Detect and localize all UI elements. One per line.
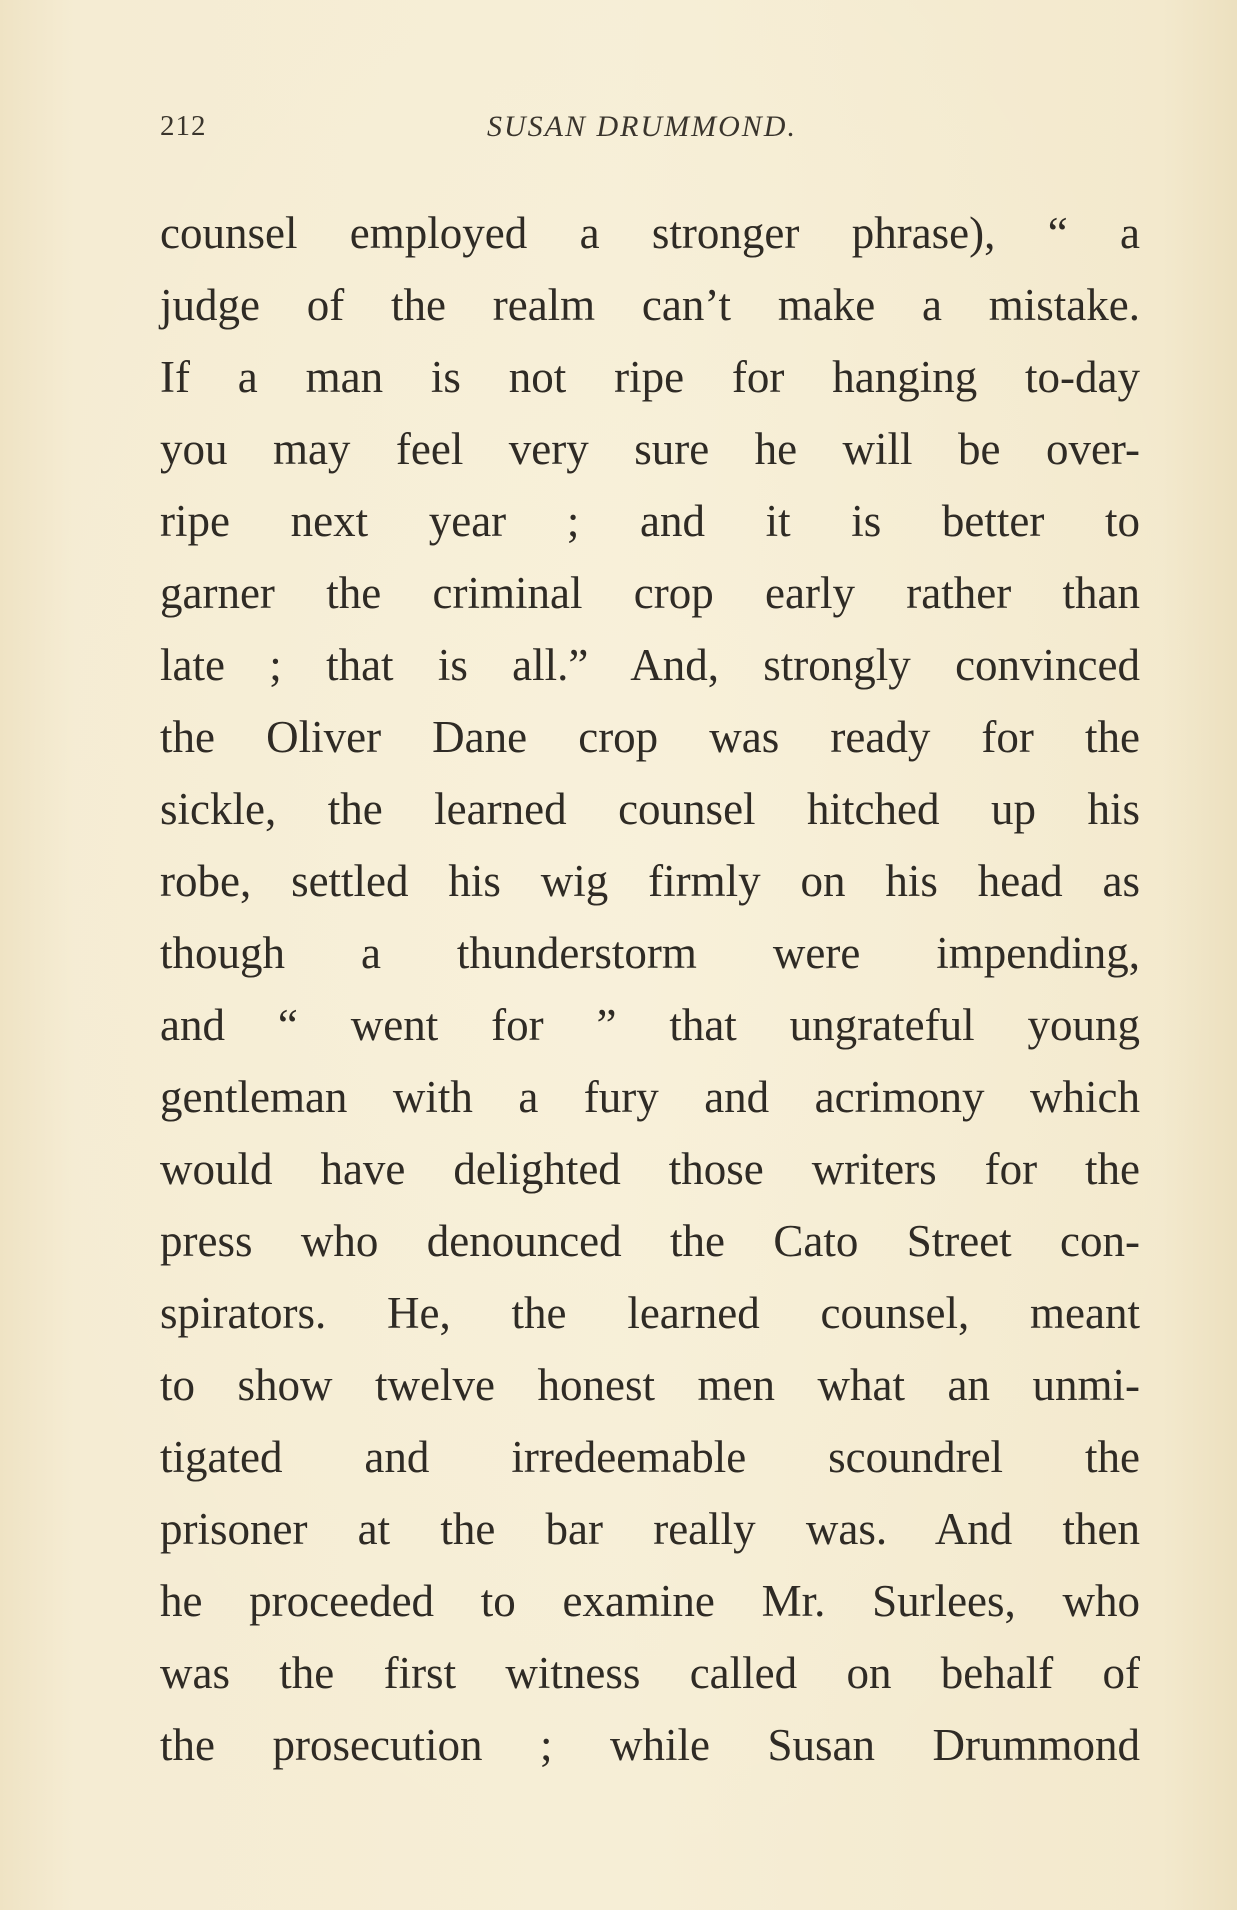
- text-line: prisoner at the bar really was. And then: [160, 1504, 1140, 1554]
- text-line: the prosecution ; while Susan Drummond: [160, 1720, 1140, 1770]
- text-line: would have delighted those writers for the: [160, 1144, 1140, 1194]
- page-number: 212: [160, 110, 207, 142]
- text-line: and “ went for ” that ungrateful young: [160, 1000, 1140, 1050]
- text-line: to show twelve honest men what an unmi-: [160, 1360, 1140, 1410]
- text-line: counsel employed a stronger phrase), “ a: [160, 208, 1140, 258]
- body-text: [160, 197, 1140, 1781]
- text-line: tigated and irredeemable scoundrel the: [160, 1432, 1140, 1482]
- text-line: sickle, the learned counsel hitched up his: [160, 784, 1140, 834]
- text-line: judge of the realm can’t make a mistake.: [160, 280, 1140, 330]
- text-line: the Oliver Dane crop was ready for the: [160, 712, 1140, 762]
- text-line: If a man is not ripe for hanging to-day: [160, 352, 1140, 402]
- text-line: though a thunderstorm were impending,: [160, 928, 1140, 978]
- text-line: you may feel very sure he will be over-: [160, 424, 1140, 474]
- text-line: spirators. He, the learned counsel, meant: [160, 1288, 1140, 1338]
- text-line: robe, settled his wig firmly on his head as: [160, 856, 1140, 906]
- text-line: ripe next year ; and it is better to: [160, 496, 1140, 546]
- text-line: garner the criminal crop early rather than: [160, 568, 1140, 618]
- running-head: [160, 110, 1140, 150]
- running-title: SUSAN DRUMMOND.: [487, 110, 797, 143]
- text-line: late ; that is all.” And, strongly convinced: [160, 640, 1140, 690]
- text-line: press who denounced the Cato Street con-: [160, 1216, 1140, 1266]
- text-line: he proceeded to examine Mr. Surlees, who: [160, 1576, 1140, 1626]
- text-line: was the first witness called on behalf of: [160, 1648, 1140, 1698]
- text-line: gentleman with a fury and acrimony which: [160, 1072, 1140, 1122]
